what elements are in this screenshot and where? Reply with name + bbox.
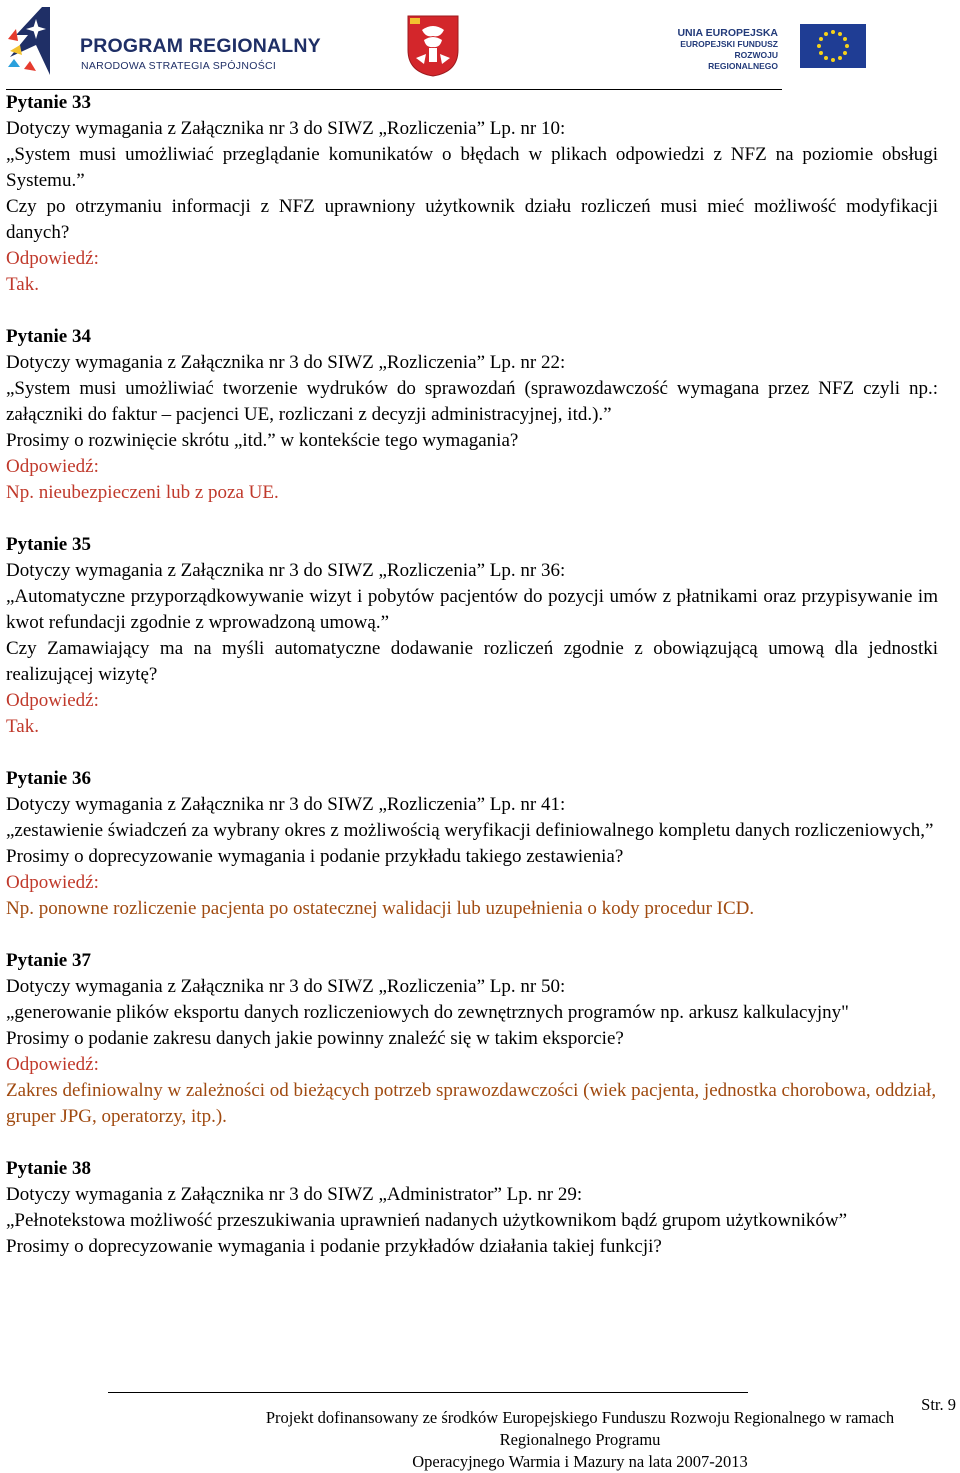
answer-label: Odpowiedź: (6, 456, 99, 477)
question-title: Pytanie 36 (6, 768, 91, 789)
answer-label: Odpowiedź: (6, 248, 99, 269)
requirement-text: „System musi umożliwiać przeglądanie komunikatów o błędach w plikach odpowiedzi z NFZ na poziomie obsługi Systemu.” (6, 144, 938, 191)
program-subtitle: NARODOWA STRATEGIA SPÓJNOŚCI (81, 60, 277, 72)
question-text: Czy po otrzymaniu informacji z NFZ uprawniony użytkownik działu rozliczeń musi mieć możliwość modyfikacji danych? (6, 196, 938, 243)
program-flag-icon (6, 5, 70, 85)
requirement-reference: Dotyczy wymagania z Załącznika nr 3 do SIWZ „Rozliczenia” Lp. nr 36: (6, 560, 566, 581)
question-text: Czy Zamawiający ma na myśli automatyczne dodawanie rozliczeń zgodnie z obowiązującą umową dla jednostki realizującej wizytę? (6, 638, 938, 685)
question-block (6, 532, 938, 740)
program-title: PROGRAM REGIONALNY (80, 35, 321, 57)
question-block (6, 324, 938, 506)
question-text: Prosimy o doprecyzowanie wymagania i podanie przykładu takiego zestawienia? (6, 846, 624, 867)
eu-line-2: EUROPEJSKI FUNDUSZ (680, 39, 778, 49)
question-block (6, 766, 938, 922)
question-block (6, 1156, 938, 1260)
voivodeship-crest-icon (406, 14, 460, 78)
requirement-text: „zestawienie świadczeń za wybrany okres z możliwością weryfikacji definiowalnego kompletu danych rozliczeniowych,” (6, 820, 934, 841)
footer-line-1: Projekt dofinansowany ze środków Europejskiego Funduszu Rozwoju Regionalnego w ramach Regionalnego Programu (265, 1408, 895, 1449)
requirement-text: „Automatyczne przyporządkowywanie wizyt i pobytów pacjentów do pozycji umów z płatnikami oraz przypisywanie im kwot refundacji zgodnie z wprowadzoną umową.” (6, 586, 938, 633)
question-title: Pytanie 37 (6, 950, 91, 971)
question-title: Pytanie 33 (6, 92, 91, 113)
answer-text: Tak. (6, 274, 39, 295)
question-title: Pytanie 35 (6, 534, 91, 555)
page-header (0, 0, 960, 90)
answer-text: Zakres definiowalny w zależności od bieżących potrzeb sprawozdawczości (wiek pacjenta, jednostka chorobowa, oddział, gruper JPG, operatorzy, itp.). (6, 1080, 937, 1127)
question-text: Prosimy o rozwinięcie skrótu „itd.” w kontekście tego wymagania? (6, 430, 519, 451)
requirement-reference: Dotyczy wymagania z Załącznika nr 3 do SIWZ „Rozliczenia” Lp. nr 10: (6, 118, 566, 139)
answer-label: Odpowiedź: (6, 690, 99, 711)
answer-text: Np. ponowne rozliczenie pacjenta po ostatecznej walidacji lub uzupełnienia o kody procedur ICD. (6, 898, 755, 919)
footer-divider (108, 1392, 748, 1393)
eu-logo (666, 18, 866, 73)
page-number: Str. 9 (921, 1395, 956, 1414)
question-text: Prosimy o podanie zakresu danych jakie powinny znaleźć się w takim eksporcie? (6, 1028, 624, 1049)
question-title: Pytanie 38 (6, 1158, 91, 1179)
eu-flag-icon (800, 24, 866, 68)
requirement-reference: Dotyczy wymagania z Załącznika nr 3 do SIWZ „Rozliczenia” Lp. nr 41: (6, 794, 566, 815)
requirement-text: „System musi umożliwiać tworzenie wydruków do sprawozdań (sprawozdawczość wymagana przez NFZ czyli np.: załączniki do faktur – pacjenci UE, rozliczani z decyzji administracyjnej, itd.).” (6, 378, 938, 425)
answer-label: Odpowiedź: (6, 872, 99, 893)
answer-text: Np. nieubezpieczeni lub z poza UE. (6, 482, 279, 503)
document-body (6, 90, 938, 1286)
requirement-text: „generowanie plików eksportu danych rozliczeniowych do zewnętrznych programów np. arkusz kalkulacyjny" (6, 1002, 849, 1023)
question-text: Prosimy o doprecyzowanie wymagania i podanie przykładów działania takiej funkcji? (6, 1236, 662, 1257)
requirement-reference: Dotyczy wymagania z Załącznika nr 3 do SIWZ „Rozliczenia” Lp. nr 22: (6, 352, 566, 373)
requirement-reference: Dotyczy wymagania z Załącznika nr 3 do SIWZ „Administrator” Lp. nr 29: (6, 1184, 583, 1205)
question-block (6, 90, 938, 298)
question-block (6, 948, 938, 1130)
requirement-text: „Pełnotekstowa możliwość przeszukiwania uprawnień nadanych użytkownikom bądź grupom użytkowników” (6, 1210, 848, 1231)
answer-text: Tak. (6, 716, 39, 737)
eu-line-3: ROZWOJU REGIONALNEGO (708, 50, 778, 71)
program-regionalny-logo (6, 5, 326, 85)
page-footer (260, 1407, 900, 1473)
requirement-reference: Dotyczy wymagania z Załącznika nr 3 do SIWZ „Rozliczenia” Lp. nr 50: (6, 976, 566, 997)
question-title: Pytanie 34 (6, 326, 91, 347)
answer-label: Odpowiedź: (6, 1054, 99, 1075)
eu-line-1: UNIA EUROPEJSKA (677, 27, 778, 39)
footer-line-2: Operacyjnego Warmia i Mazury na lata 2007-2013 (412, 1452, 748, 1471)
